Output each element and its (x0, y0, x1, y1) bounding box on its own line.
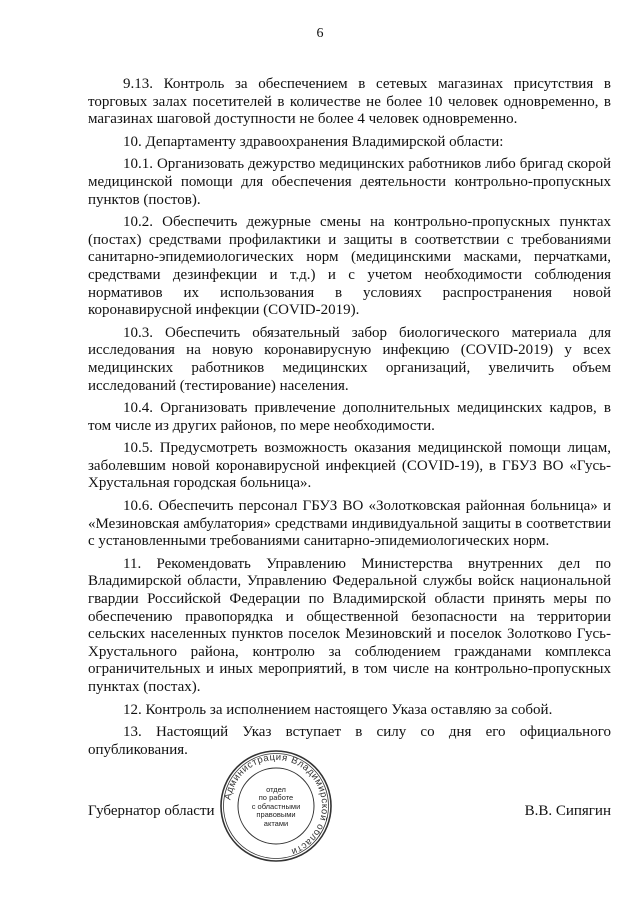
paragraph-10-6: 10.6. Обеспечить персонал ГБУЗ ВО «Золотковская районная больница» и «Мезиновская амбулатория» средствами индивидуальной защиты в соответствии с установленными требованиями санитарно-эпидемиологических норм. (88, 498, 611, 550)
paragraph-13: 13. Настоящий Указ вступает в силу со дня его официального опубликования. (88, 724, 611, 758)
paragraph-10-1: 10.1. Организовать дежурство медицинских работников либо бригад скорой медицинской помощи для обеспечения деятельности контрольно-пропускных пунктов (постов). (88, 156, 611, 208)
stamp-ring-text: Администрация Владимирской области (222, 751, 331, 858)
signatory-position: Губернатор области (88, 803, 215, 819)
stamp-center-text: отдел по работе с областными правовыми актами (251, 785, 301, 828)
paragraph-9-13: 9.13. Контроль за обеспечением в сетевых магазинах присутствия в торговых залах посетителей в количестве не более 10 человек одновременно, в магазинах шаговой доступности не более 4 человек одновременно. (88, 76, 611, 128)
paragraph-11: 11. Рекомендовать Управлению Министерства внутренних дел по Владимирской области, Управлению Федеральной службы войск национальной гвардии Российской Федерации по Владимирской области принять меры по обеспечению правопорядка и общественной безопасности на территории сельских населенных пунктов поселок Мезиновский и поселок Золотково Гусь-Хрустального района, контролю за соблюдением гражданами комплекса ограничительных и иных мероприятий, в том числе на контрольно-пропускных пунктах (постах). (88, 555, 611, 695)
page-number: 6 (316, 26, 324, 41)
official-stamp-seal (218, 748, 334, 864)
paragraph-12: 12. Контроль за исполнением настоящего Указа оставляю за собой. (123, 701, 553, 718)
paragraph-10: 10. Департаменту здравоохранения Владимирской области: (123, 133, 504, 150)
paragraph-10-3: 10.3. Обеспечить обязательный забор биологического материала для исследования на новую коронавирусную инфекцию (COVID-2019) у всех медицинских работников медицинских организаций, увеличить объем исследований (тестирование) населения. (88, 324, 611, 394)
signatory-name: В.В. Сипягин (524, 803, 611, 819)
document-body (88, 76, 611, 764)
paragraph-10-2: 10.2. Обеспечить дежурные смены на контрольно-пропускных пунктах (постах) средствами профилактики и защиты в соответствии с требованиями санитарно-эпидемиологических норм (медицинскими масками, перчатками, средствами дезинфекции и т.д.) и с учетом необходимости соблюдения нормативов их использования в условиях распространения новой коронавирусной инфекции (COVID-2019). (88, 214, 611, 319)
paragraph-10-5: 10.5. Предусмотреть возможность оказания медицинской помощи лицам, заболевшим новой коронавирусной инфекцией (COVID-19), в ГБУЗ ВО «Гусь-Хрустальная городская больница». (88, 440, 611, 492)
paragraph-10-4: 10.4. Организовать привлечение дополнительных медицинских кадров, в том числе из других районов, по мере необходимости. (88, 400, 611, 434)
